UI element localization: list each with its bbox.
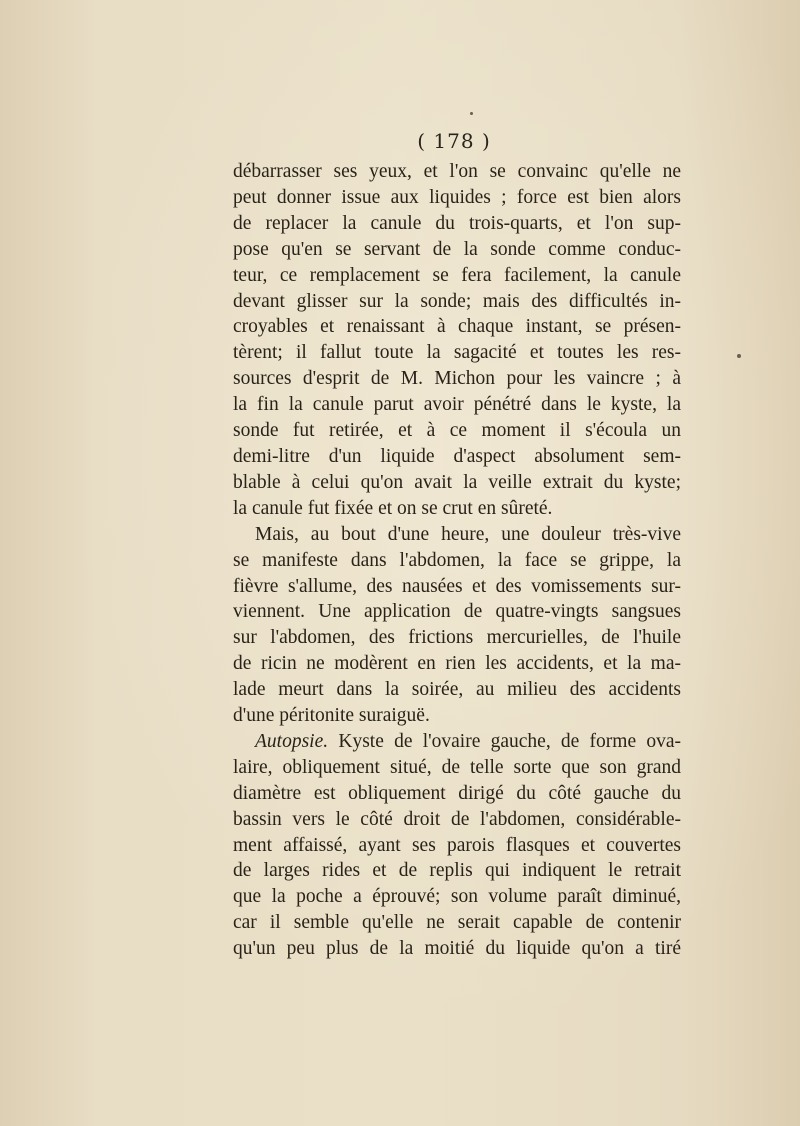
text-line: pose qu'en se servant de la sonde comme conduc- xyxy=(233,238,681,260)
text-line: la canule fut fixée et on se crut en sûreté. xyxy=(233,497,553,519)
text-line: diamètre est obliquement dirigé du côté gauche du xyxy=(233,782,681,804)
text-line: débarrasser ses yeux, et l'on se convainc qu'elle ne xyxy=(233,161,681,182)
text-line: se manifeste dans l'abdomen, la face se grippe, la xyxy=(233,549,681,571)
paper-speck xyxy=(737,354,741,358)
text-line: sources d'esprit de M. Michon pour les vaincre ; à xyxy=(233,368,681,390)
text-line: sonde fut retirée, et à ce moment il s'écoula un xyxy=(233,420,681,442)
text-line: bassin vers le côté droit de l'abdomen, considérable- xyxy=(233,808,681,830)
body-text xyxy=(233,159,681,962)
text-line: blable à celui qu'on avait la veille extrait du kyste; xyxy=(233,471,681,493)
paper-speck xyxy=(470,112,473,115)
paragraph-start-line xyxy=(233,729,681,755)
text-line: de larges rides et de replis qui indiquent le retrait xyxy=(233,860,681,882)
text-line: peut donner issue aux liquides ; force est bien alors xyxy=(233,186,681,208)
text-line: laire, obliquement situé, de telle sorte que son grand xyxy=(233,756,681,778)
text-line: tèrent; il fallut toute la sagacité et toutes les res- xyxy=(233,342,681,364)
text-line: devant glisser sur la sonde; mais des difficultés in- xyxy=(233,290,681,312)
text-line: qu'un peu plus de la moitié du liquide qu'on a tiré xyxy=(233,938,681,960)
text-line: ment affaissé, ayant ses parois flasques et couvertes xyxy=(233,834,681,856)
text-line: lade meurt dans la soirée, au milieu des accidents xyxy=(233,679,681,701)
text-line: la fin la canule parut avoir pénétré dans le kyste, la xyxy=(233,394,681,416)
autopsie-label: Autopsie. xyxy=(255,730,329,752)
text-line: demi-litre d'un liquide d'aspect absolument sem- xyxy=(233,445,681,467)
text-line: sur l'abdomen, des frictions mercurielles, de l'huile xyxy=(233,627,681,649)
text-line: car il semble qu'elle ne serait capable de contenir xyxy=(233,912,681,934)
text-line: de ricin ne modèrent en rien les accidents, et la ma- xyxy=(233,653,681,675)
text-line: d'une péritonite suraiguë. xyxy=(233,705,430,727)
text-line: croyables et renaissant à chaque instant, se présen- xyxy=(233,316,681,338)
text-line: de replacer la canule du trois-quarts, et l'on sup- xyxy=(233,212,681,234)
text-line: que la poche a éprouvé; son volume paraît diminué, xyxy=(233,886,681,908)
paragraph-start-line: Mais, au bout d'une heure, une douleur très-vive xyxy=(255,523,681,545)
text-line: viennent. Une application de quatre-vingts sangsues xyxy=(233,601,681,623)
text-line: fièvre s'allume, des nausées et des vomissements sur- xyxy=(233,575,681,597)
page-number: ( 178 ) xyxy=(417,129,491,153)
text-line: teur, ce remplacement se fera facilement, la canule xyxy=(233,264,681,286)
autopsie-text: Kyste de l'ovaire gauche, de forme ova- xyxy=(338,730,681,752)
